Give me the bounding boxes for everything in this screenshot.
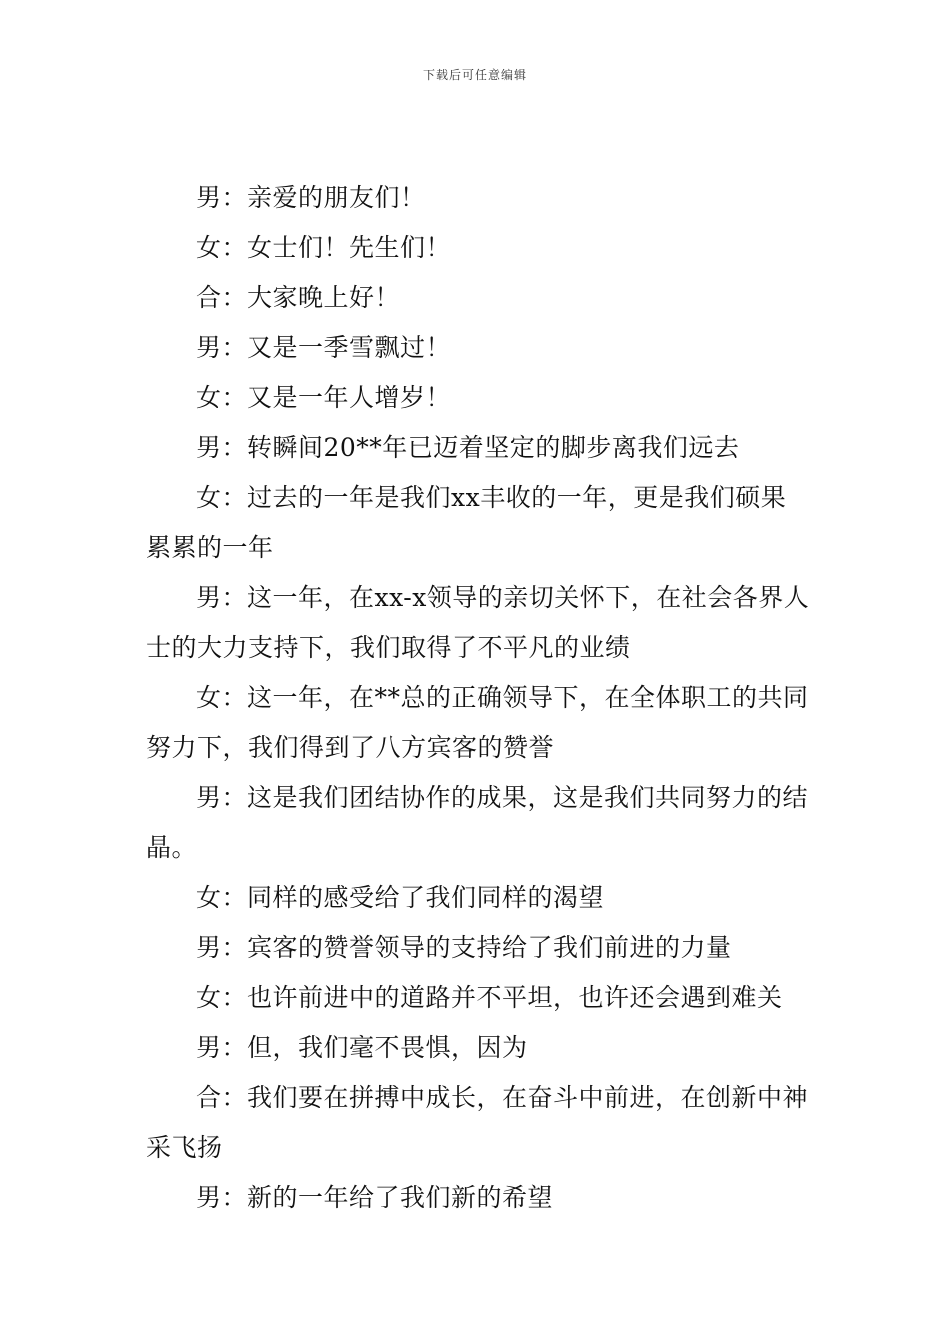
document-body xyxy=(146,173,811,1223)
dialogue-line: 女：这一年，在**总的正确领导下，在全体职工的共同努力下，我们得到了八方宾客的赞誉 xyxy=(146,683,809,762)
dialogue-line: 男：亲爱的朋友们！ xyxy=(196,183,426,212)
dialogue-line: 合：大家晚上好！ xyxy=(196,283,401,312)
dialogue-line: 男：宾客的赞誉领导的支持给了我们前进的力量 xyxy=(196,933,732,962)
dialogue-line: 合：我们要在拼搏中成长，在奋斗中前进，在创新中神采飞扬 xyxy=(146,1083,809,1162)
dialogue-line: 男：新的一年给了我们新的希望 xyxy=(196,1183,554,1212)
dialogue-line: 男：这是我们团结协作的成果，这是我们共同努力的结晶。 xyxy=(146,783,809,862)
dialogue-line: 女：也许前进中的道路并不平坦，也许还会遇到难关 xyxy=(196,983,783,1012)
dialogue-line: 男：但，我们毫不畏惧，因为 xyxy=(196,1033,528,1062)
dialogue-line: 女：同样的感受给了我们同样的渴望 xyxy=(196,883,605,912)
dialogue-line: 男：这一年，在xx-x领导的亲切关怀下，在社会各界人士的大力支持下，我们取得了不平凡的业绩 xyxy=(146,583,810,662)
dialogue-line: 女：又是一年人增岁！ xyxy=(196,383,452,412)
dialogue-line: 女：女士们！先生们！ xyxy=(196,233,452,262)
dialogue-line: 男：又是一季雪飘过！ xyxy=(196,333,452,362)
dialogue-line: 男：转瞬间20**年已迈着坚定的脚步离我们远去 xyxy=(196,433,740,462)
page-header-note: 下载后可任意编辑 xyxy=(422,68,527,82)
dialogue-line: 女：过去的一年是我们xx丰收的一年，更是我们硕果累累的一年 xyxy=(146,483,787,562)
